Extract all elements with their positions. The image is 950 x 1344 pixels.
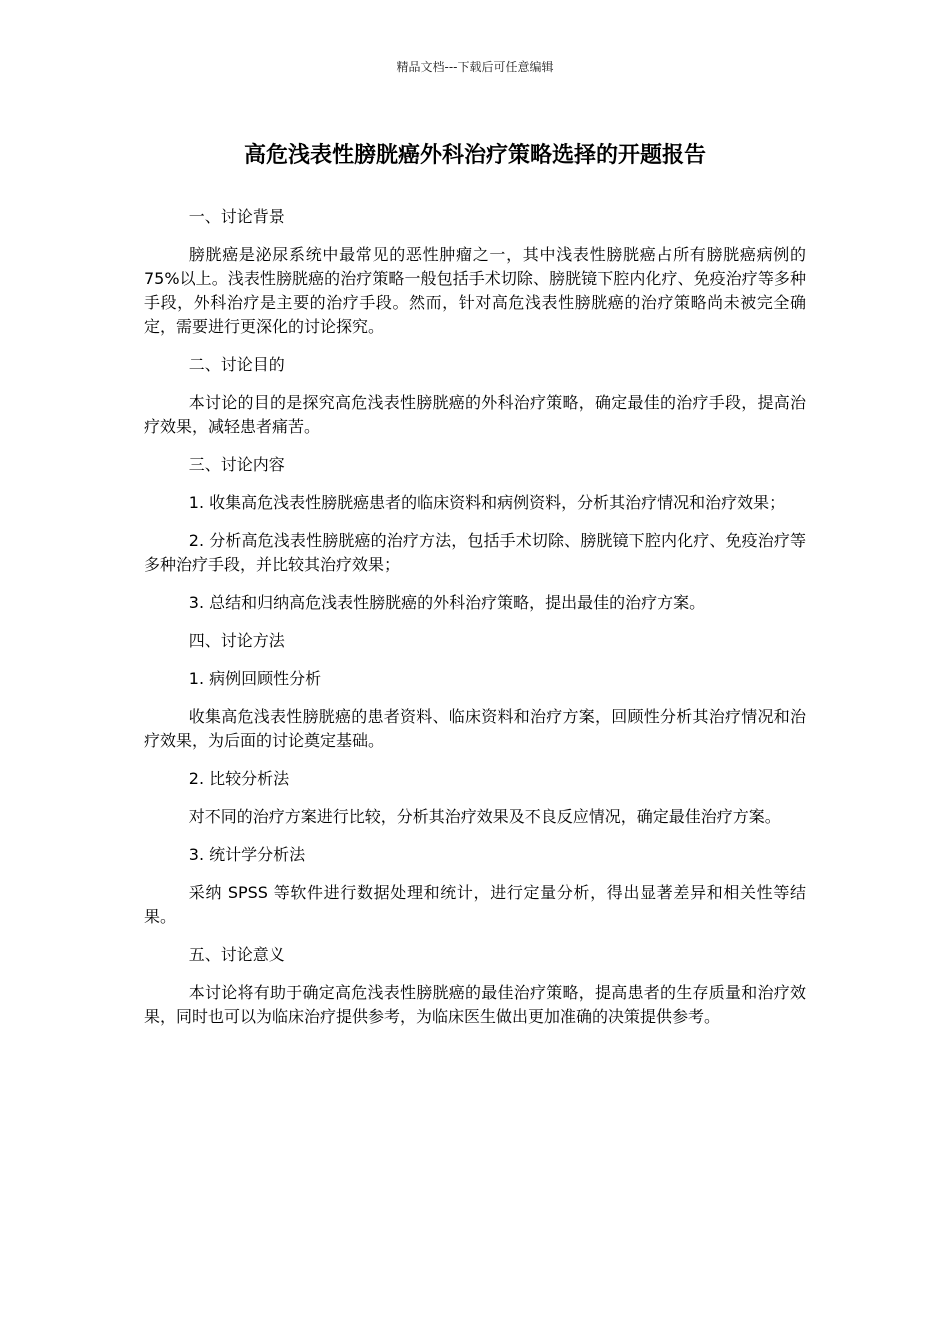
document-body [144, 205, 806, 1043]
method-paragraph-1: 收集高危浅表性膀胱癌的患者资料、临床资料和治疗方案，回顾性分析其治疗情况和治疗效果，为后面的讨论奠定基础。 [144, 707, 806, 750]
page-title: 高危浅表性膀胱癌外科治疗策略选择的开题报告 [243, 143, 706, 168]
method-heading-1: 1. 病例回顾性分析 [188, 669, 322, 688]
section-heading-methods: 四、讨论方法 [188, 631, 285, 650]
section-heading-significance: 五、讨论意义 [188, 945, 285, 964]
section-heading-purpose: 二、讨论目的 [188, 355, 285, 374]
paragraph-background: 膀胱癌是泌尿系统中最常见的恶性肿瘤之一，其中浅表性膀胱癌占所有膀胱癌病例的 75%以上。浅表性膀胱癌的治疗策略一般包括手术切除、膀胱镜下腔内化疗、免疫治疗等多种手段，外科治疗是主要的治疗手段。然而，针对高危浅表性膀胱癌的治疗策略尚未被完全确定，需要进行更深化的讨论探究。 [144, 245, 806, 336]
section-heading-content: 三、讨论内容 [188, 455, 285, 474]
method-paragraph-3: 采纳 SPSS 等软件进行数据处理和统计，进行定量分析，得出显著差异和相关性等结果。 [144, 883, 806, 926]
header-note: 精品文档---下载后可任意编辑 [396, 60, 554, 74]
content-item-1: 1. 收集高危浅表性膀胱癌患者的临床资料和病例资料，分析其治疗情况和治疗效果； [188, 493, 786, 512]
section-heading-background: 一、讨论背景 [188, 207, 285, 226]
method-paragraph-2: 对不同的治疗方案进行比较，分析其治疗效果及不良反应情况，确定最佳治疗方案。 [188, 807, 781, 826]
method-heading-3: 3. 统计学分析法 [188, 845, 306, 864]
method-heading-2: 2. 比较分析法 [188, 769, 290, 788]
content-item-3: 3. 总结和归纳高危浅表性膀胱癌的外科治疗策略，提出最佳的治疗方案。 [188, 593, 706, 612]
content-item-2: 2. 分析高危浅表性膀胱癌的治疗方法，包括手术切除、膀胱镜下腔内化疗、免疫治疗等多种治疗手段，并比较其治疗效果； [144, 531, 806, 574]
paragraph-purpose: 本讨论的目的是探究高危浅表性膀胱癌的外科治疗策略，确定最佳的治疗手段，提高治疗效果，减轻患者痛苦。 [144, 393, 806, 436]
paragraph-significance: 本讨论将有助于确定高危浅表性膀胱癌的最佳治疗策略，提高患者的生存质量和治疗效果，同时也可以为临床治疗提供参考，为临床医生做出更加准确的决策提供参考。 [144, 983, 806, 1026]
